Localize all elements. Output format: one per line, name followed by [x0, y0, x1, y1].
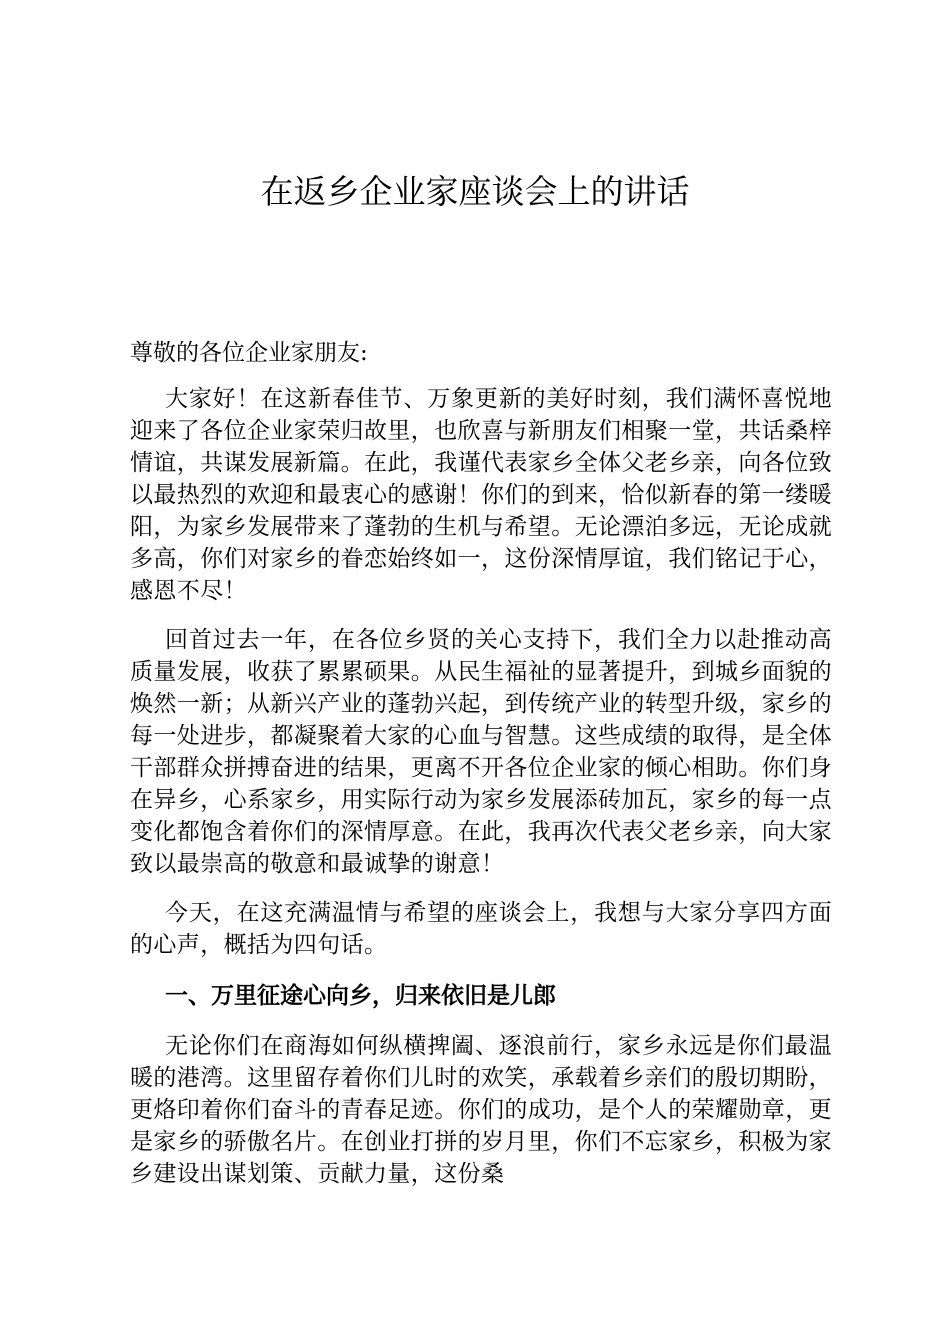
- paragraph-intro: 今天，在这充满温情与希望的座谈会上，我想与大家分享四方面的心声，概括为四句话。: [130, 900, 832, 958]
- paragraph-section-1: 无论你们在商海如何纵横捭阖、逐浪前行，家乡永远是你们最温暖的港湾。这里留存着你们儿时的欢笑，承载着乡亲们的殷切期盼，更烙印着你们奋斗的青春足迹。你们的成功，是个人的荣耀勋章，更是家乡的骄傲名片。在创业打拼的岁月里，你们不忘家乡，积极为家乡建设出谋划策、贡献力量，这份桑: [130, 1033, 832, 1187]
- section-heading-1: 一、万里征途心向乡，归来依旧是儿郎: [165, 982, 556, 1009]
- document-body: [130, 336, 832, 1207]
- salutation: 尊敬的各位企业家朋友:: [130, 340, 368, 366]
- paragraph-welcome: 大家好！在这新春佳节、万象更新的美好时刻，我们满怀喜悦地迎来了各位企业家荣归故里，也欣喜与新朋友们相聚一堂，共话桑梓情谊，共谋发展新篇。在此，我谨代表家乡全体父老乡亲，向各位致以最热烈的欢迎和最衷心的感谢！你们的到来，恰似新春的第一缕暖阳，为家乡发展带来了蓬勃的生机与希望。无论漂泊多远，无论成就多高，你们对家乡的眷恋始终如一，这份深情厚谊，我们铭记于心，感恩不尽！: [130, 386, 832, 604]
- document-title: 在返乡企业家座谈会上的讲话: [260, 172, 690, 211]
- paragraph-review: 回首过去一年，在各位乡贤的关心支持下，我们全力以赴推动高质量发展，收获了累累硕果。从民生福祉的显著提升，到城乡面貌的焕然一新；从新兴产业的蓬勃兴起，到传统产业的转型升级，家乡的每一处进步，都凝聚着大家的心血与智慧。这些成绩的取得，是全体干部群众拼搏奋进的结果，更离不开各位企业家的倾心相助。你们身在异乡，心系家乡，用实际行动为家乡发展添砖加瓦，家乡的每一点变化都饱含着你们的深情厚意。在此，我再次代表父老乡亲，向大家致以最崇高的敬意和最诚挚的谢意！: [130, 627, 832, 877]
